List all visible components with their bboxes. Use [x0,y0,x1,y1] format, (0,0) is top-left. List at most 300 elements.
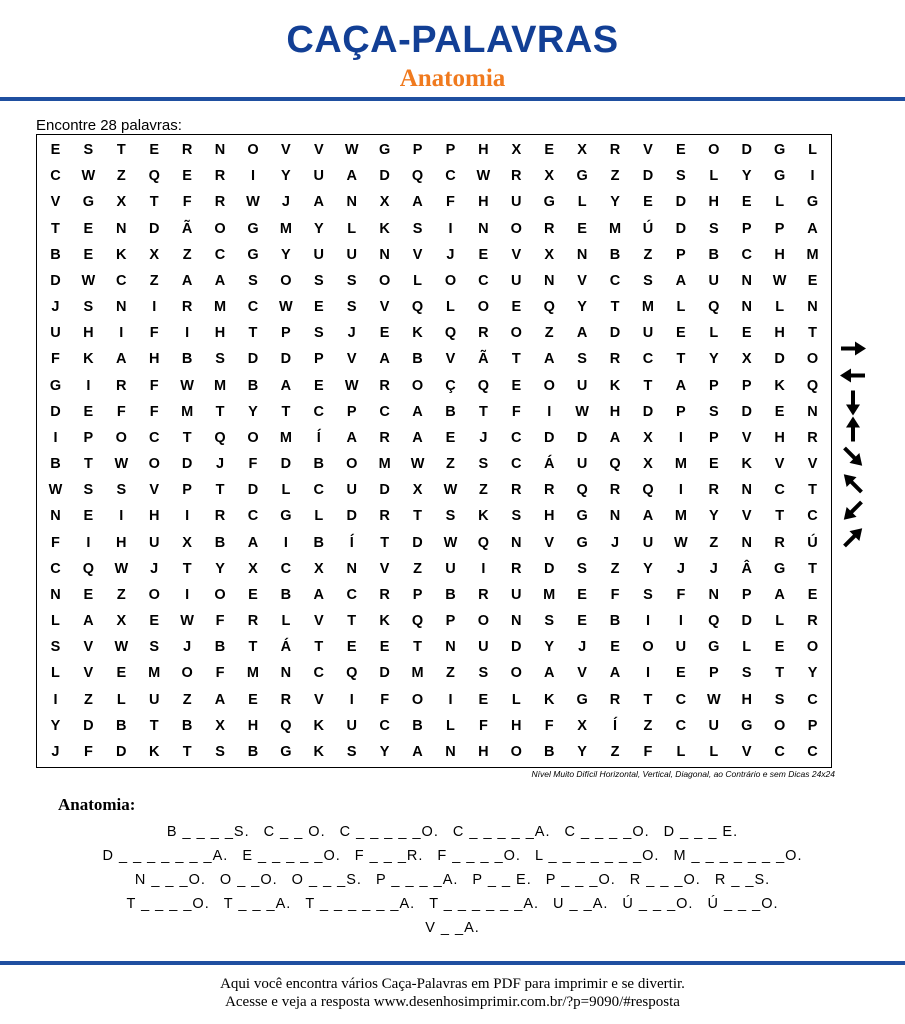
grid-letter: A [346,168,357,185]
grid-letter: X [643,456,653,473]
grid-letter: I [185,586,190,603]
grid-letter: B [50,456,61,473]
grid-letter: H [478,743,489,760]
grid-letter: L [281,613,291,630]
grid-letter: F [51,534,60,551]
grid-letter: E [116,665,127,682]
grid-letter: I [185,508,190,525]
grid-letter: U [313,246,325,263]
grid-letter: N [807,299,818,316]
grid-letter: G [378,142,391,159]
grid-letter: V [346,351,357,368]
grid-letter: W [344,377,359,394]
grid-letter: C [313,482,325,499]
grid-letter: A [412,743,423,760]
grid-letter: M [641,299,654,316]
grid-letter: M [806,246,819,263]
grid-letter: E [379,639,390,656]
grid-letter: W [180,613,194,630]
grid-letter: A [379,351,390,368]
grid-letter: U [675,639,687,656]
grid-letter: L [446,299,455,316]
grid-letter: R [807,613,818,630]
grid-letter: K [741,456,752,473]
grid-letter: Q [346,665,358,682]
grid-letter: E [774,403,785,420]
grid-letter: O [806,639,819,656]
grid-letter: B [412,351,423,368]
grid-letter: S [83,482,94,499]
grid-letter: S [248,272,258,289]
grid-letter: T [413,508,422,525]
grid-letter: M [674,508,687,525]
grid-letter: O [214,220,226,237]
grid-letter: L [709,168,719,185]
grid-letter: P [83,429,94,446]
grid-letter: U [511,194,522,211]
grid-letter: X [643,429,653,446]
grid-letter: E [807,272,818,289]
grid-letter: Y [313,220,324,237]
grid-letter: W [772,272,787,289]
grid-letter: L [413,272,422,289]
page-subtitle: Anatomia [399,65,506,92]
grid-letter: B [214,534,226,551]
grid-letter: E [643,194,653,211]
grid-letter: D [247,482,259,499]
page-title: CAÇA-PALAVRAS [286,19,619,61]
grid-letter: C [280,560,292,577]
grid-letter: T [182,560,192,577]
grid-letter: V [379,299,390,316]
grid-letter: S [643,272,653,289]
grid-letter: A [576,325,588,342]
grid-letter: N [50,586,61,603]
word-hint: M _ _ _ _ _ _ _O. [673,848,803,864]
grid-letter: E [50,142,61,159]
grid-letter: S [774,691,785,708]
grid-letter: C [609,272,621,289]
grid-letter: U [50,325,61,342]
grid-letter: R [181,142,193,159]
grid-letter: X [577,717,587,734]
grid-letter: N [807,403,818,420]
arrow-down-icon [836,389,870,416]
grid-letter: V [643,142,653,159]
grid-letter: G [773,560,786,577]
grid-letter: L [742,639,752,656]
grid-letter: W [114,639,129,656]
grid-letter: N [741,272,752,289]
grid-letter: Q [148,168,160,185]
grid-letter: N [576,246,588,263]
grid-letter: Y [577,743,587,760]
grid-letter: L [775,613,785,630]
word-hint: F _ _ _ _O. [437,848,521,864]
grid-letter: K [116,246,127,263]
grid-letter: R [280,691,292,708]
grid-letter: O [148,456,160,473]
grid-letter: X [544,246,555,263]
grid-letter: O [543,377,555,394]
grid-letter: B [280,586,292,603]
grid-letter: O [411,691,424,708]
grid-letter: O [346,456,358,473]
word-hint: N _ _ _O. [134,872,206,888]
grid-letter: C [478,272,489,289]
grid-letter: P [313,351,324,368]
grid-letter: D [642,168,654,185]
word-hint: C _ _ _ _ _O. [339,824,439,840]
grid-letter: Z [182,246,192,263]
grid-letter: X [116,194,127,211]
grid-letter: R [511,482,522,499]
grid-letter: M [411,665,424,682]
grid-letter: L [446,717,455,734]
grid-letter: S [511,508,522,525]
word-hint: R _ _ _O. [629,872,701,888]
word-hint: F _ _ _R. [354,848,424,864]
grid-letter: X [248,560,258,577]
grid-letter: D [412,534,423,551]
word-hint: O _ _O. [219,872,278,888]
grid-letter: I [349,691,354,708]
grid-letter: H [116,534,127,551]
grid-letter: S [676,168,686,185]
grid-letter: K [774,377,785,394]
grid-letter: C [675,717,687,734]
grid-letter: C [642,351,654,368]
grid-letter: G [82,194,94,211]
grid-letter: I [152,299,157,316]
grid-letter: S [708,220,719,237]
grid-letter: Z [116,586,126,603]
grid-letter: P [774,220,785,237]
grid-letter: O [510,325,522,342]
grid-letter: J [183,639,192,656]
grid-letter: Z [149,272,159,289]
grid-letter: F [215,665,225,682]
grid-letter: P [346,403,357,420]
grid-letter: Q [82,560,94,577]
grid-letter: C [807,691,818,708]
grid-letter: X [577,142,587,159]
grid-letter: X [149,246,160,263]
grid-letter: C [807,743,818,760]
grid-letter: Ã [478,351,489,368]
grid-letter: Z [446,665,455,682]
grid-letter: Ç [445,377,456,394]
grid-letter: C [741,246,752,263]
grid-letter: Z [709,534,719,551]
grid-letter: A [675,272,687,289]
grid-letter: E [346,639,357,656]
grid-letter: A [412,429,423,446]
grid-letter: Z [610,743,620,760]
grid-letter: Q [477,377,489,394]
grid-letter: Y [741,168,752,185]
grid-letter: L [116,691,126,708]
grid-letter: E [511,377,522,394]
grid-letter: S [708,403,719,420]
word-hint: P _ _ E. [472,872,532,888]
grid-letter: C [511,456,522,473]
grid-letter: B [412,717,423,734]
grid-letter: Ú [642,220,654,237]
grid-letter: V [412,246,423,263]
word-hint: C _ _ _ _ _A. [452,824,551,840]
grid-letter: R [511,168,522,185]
difficulty-note: Nível Muito Difícil Horizontal, Vertical, Diagonal, ao Contrário e sem Dicas 24x24 [531,769,835,779]
grid-letter: M [213,377,227,394]
grid-letter: H [148,351,160,368]
grid-letter: F [215,613,225,630]
grid-letter: D [675,194,687,211]
grid-letter: A [675,377,687,394]
grid-letter: V [741,743,752,760]
grid-letter: P [412,142,423,159]
direction-arrows [836,335,870,565]
grid-letter: V [577,665,587,682]
grid-letter: Í [613,717,618,734]
grid-letter: C [774,482,785,499]
grid-letter: T [775,665,785,682]
grid-letter: K [543,691,555,708]
grid-letter: H [774,246,785,263]
grid-letter: S [83,142,94,159]
grid-letter: J [611,534,620,551]
grid-letter: W [575,403,589,420]
grid-letter: A [807,220,818,237]
grid-letter: F [83,743,93,760]
grid-letter: D [247,351,259,368]
grid-letter: P [741,586,752,603]
grid-letter: H [511,717,522,734]
grid-letter: T [478,403,488,420]
grid-letter: R [214,168,226,185]
grid-letter: P [741,220,752,237]
grid-letter: I [119,508,124,525]
grid-letter: Z [643,246,653,263]
grid-letter: E [248,586,258,603]
grid-letter: I [250,168,255,185]
grid-letter: G [49,377,62,394]
grid-letter: X [215,717,225,734]
grid-letter: A [543,351,555,368]
grid-letter: P [807,717,818,734]
grid-letter: T [215,482,225,499]
word-list-heading: Anatomia: [58,795,136,814]
grid-letter: G [708,639,720,656]
grid-letter: D [50,272,61,289]
grid-letter: J [51,299,60,316]
grid-letter: B [214,639,226,656]
grid-letter: F [511,403,521,420]
grid-letter: E [313,377,324,394]
arrow-up-left-icon [836,470,870,497]
grid-letter: P [412,586,423,603]
grid-letter: Y [379,743,390,760]
grid-letter: Y [807,665,818,682]
grid-letter: B [50,246,61,263]
grid-letter: O [510,220,522,237]
grid-letter: R [543,220,555,237]
grid-letter: R [379,586,390,603]
grid-letter: W [180,377,194,394]
grid-letter: N [511,613,522,630]
grid-letter: K [478,508,489,525]
word-hint: T _ _ _A. [223,896,292,912]
grid-letter: W [410,456,425,473]
grid-letter: W [114,560,129,577]
grid-letter: R [214,508,226,525]
grid-letter: S [215,743,225,760]
grid-letter: K [609,377,621,394]
grid-letter: A [181,272,193,289]
grid-letter: J [578,639,587,656]
grid-letter: O [378,272,391,289]
grid-letter: J [676,560,685,577]
grid-letter: S [412,220,423,237]
grid-letter: U [313,168,325,185]
grid-letter: O [773,717,786,734]
grid-letter: T [643,691,653,708]
grid-letter: U [346,246,357,263]
grid-letter: R [807,429,818,446]
grid-letter: I [53,691,58,708]
grid-letter: T [51,220,60,237]
grid-letter: A [346,429,357,446]
grid-letter: T [347,613,357,630]
grid-letter: N [280,665,292,682]
grid-letter: S [346,743,357,760]
grid-letter: L [775,194,785,211]
grid-letter: T [149,194,159,211]
grid-letter: W [443,534,458,551]
grid-letter: D [675,220,687,237]
grid-letter: E [577,613,587,630]
grid-letter: H [83,325,94,342]
grid-letter: H [774,325,785,342]
grid-letter: E [676,142,686,159]
grid-letter: S [741,665,752,682]
grid-letter: B [181,717,193,734]
grid-letter: R [609,691,621,708]
grid-letter: U [708,717,720,734]
grid-letter: W [48,482,63,499]
grid-letter: K [313,743,325,760]
grid-letter: T [149,717,159,734]
grid-letter: T [775,508,785,525]
word-hint: T _ _ _ _ _ _A. [429,896,540,912]
instruction-text: Encontre 28 palavras: [36,117,182,134]
grid-letter: V [83,665,94,682]
grid-letter: A [412,194,423,211]
grid-letter: N [445,743,456,760]
grid-letter: V [544,534,555,551]
grid-letter: F [149,403,159,420]
grid-letter: S [116,482,127,499]
grid-letter: R [774,534,785,551]
grid-letter: C [445,168,456,185]
grid-letter: Q [214,429,226,446]
grid-letter: A [214,691,226,708]
grid-letter: T [511,351,521,368]
grid-letter: L [347,220,357,237]
grid-letter: X [511,142,522,159]
grid-letter: D [181,456,193,473]
grid-letter: D [543,429,555,446]
grid-letter: H [478,142,489,159]
grid-letter: T [808,482,817,499]
word-list-row [0,892,905,916]
grid-letter: D [148,220,160,237]
grid-letter: T [182,429,192,446]
grid-letter: D [379,665,390,682]
grid-letter: S [83,299,94,316]
grid-letter: M [181,403,194,420]
grid-letter: U [148,534,160,551]
grid-letter: B [116,717,127,734]
grid-letter: D [774,351,785,368]
grid-letter: I [86,377,91,394]
grid-letter: X [741,351,752,368]
grid-letter: E [544,142,555,159]
grid-letter: C [774,743,785,760]
grid-letter: Q [411,168,424,185]
grid-letter: G [280,743,292,760]
grid-letter: O [477,299,489,316]
grid-letter: H [741,691,752,708]
grid-letter: N [346,194,357,211]
grid-letter: R [379,508,390,525]
grid-letter: U [576,456,588,473]
grid-letter: O [181,665,193,682]
word-hint: D _ _ _ E. [663,824,739,840]
grid-letter: Y [610,194,620,211]
word-list-row [0,820,905,844]
grid-letter: O [280,272,292,289]
grid-letter: A [247,534,259,551]
word-hint: C _ _ _ _O. [564,824,650,840]
grid-letter: M [279,220,292,237]
grid-letter: V [313,142,324,159]
grid-letter: D [609,325,621,342]
word-hint: T _ _ _ _O. [126,896,210,912]
grid-letter: N [708,586,720,603]
grid-letter: P [708,429,719,446]
grid-letter: V [313,691,324,708]
grid-letter: B [708,246,720,263]
grid-letter: L [676,299,686,316]
grid-letter: G [773,168,786,185]
grid-letter: T [610,299,620,316]
grid-letter: G [247,246,259,263]
grid-letter: D [576,429,588,446]
grid-letter: T [808,560,817,577]
grid-letter: E [708,456,719,473]
grid-letter: F [149,377,159,394]
grid-letter: Q [642,482,654,499]
grid-letter: T [248,325,258,342]
grid-letter: L [314,508,324,525]
grid-letter: F [446,194,455,211]
grid-letter: F [544,717,554,734]
grid-letter: N [116,299,127,316]
grid-letter: E [741,194,752,211]
grid-letter: B [445,403,456,420]
grid-letter: I [678,613,683,630]
